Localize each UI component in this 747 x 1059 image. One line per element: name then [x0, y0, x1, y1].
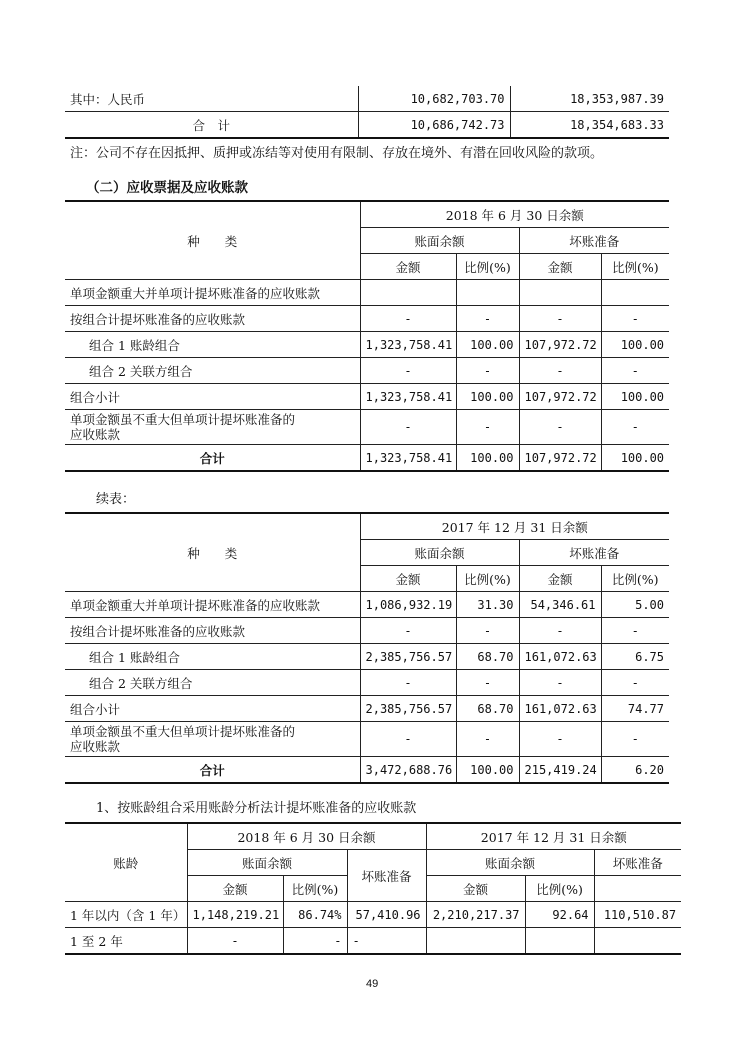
table-row: [65, 410, 669, 445]
ratio-header: 比例(%): [601, 566, 669, 592]
amount-cell: -: [519, 670, 601, 696]
subsection-title: 1、按账龄组合采用账龄分析法计提坏账准备的应收账款: [96, 801, 417, 816]
table-row: [65, 670, 669, 696]
row-label: 单项金额重大并单项计提坏账准备的应收账款: [65, 280, 360, 306]
ratio-cell: -: [456, 410, 519, 445]
row-label: 其中：人民币: [65, 86, 358, 112]
amount-cell: 3,472,688.76: [360, 757, 456, 784]
table-row: [65, 757, 669, 784]
row-label: 合 计: [65, 112, 358, 139]
amount-cell: 54,346.61: [519, 592, 601, 618]
amount-cell: -: [360, 722, 456, 757]
note-text: 注：公司不存在因抵押、质押或冻结等对使用有限制、存放在境外、有潜在回收风险的款项。: [70, 146, 604, 161]
amount-cell: 10,682,703.70: [358, 86, 510, 112]
row-label: 按组合计提坏账准备的应收账款: [65, 618, 360, 644]
amount-cell: 161,072.63: [519, 644, 601, 670]
ratio-cell: 68.70: [456, 644, 519, 670]
ratio-cell: 92.64: [525, 902, 594, 928]
amount-cell: 18,353,987.39: [510, 86, 669, 112]
row-label: 组合小计: [65, 696, 360, 722]
ratio-cell: -: [456, 618, 519, 644]
ratio-cell: -: [601, 306, 669, 332]
amount-cell: 215,419.24: [519, 757, 601, 784]
amount-cell: 10,686,742.73: [358, 112, 510, 139]
ratio-cell: -: [601, 358, 669, 384]
ratio-cell: -: [456, 306, 519, 332]
empty-cell: [594, 876, 681, 902]
ratio-cell: -: [601, 618, 669, 644]
ratio-cell: [525, 928, 594, 955]
ratio-cell: [456, 280, 519, 306]
amount-cell: 1,323,758.41: [360, 445, 456, 472]
ratio-cell: -: [601, 410, 669, 445]
row-label: 单项金额虽不重大但单项计提坏账准备的应收账款: [65, 722, 360, 757]
row-label: 单项金额重大并单项计提坏账准备的应收账款: [65, 592, 360, 618]
table-row: [65, 592, 669, 618]
table-row: [65, 618, 669, 644]
amount-header: 金额: [426, 876, 525, 902]
row-label: 按组合计提坏账准备的应收账款: [65, 306, 360, 332]
bad-debt-header: 坏账准备: [347, 850, 426, 902]
row-label: 1 至 2 年: [65, 928, 187, 955]
amount-cell: 107,972.72: [519, 332, 601, 358]
ratio-cell: -: [283, 928, 347, 955]
ratio-cell: [601, 280, 669, 306]
amount-cell: -: [360, 618, 456, 644]
amount-header: 金额: [519, 566, 601, 592]
row-label: 组合 2 关联方组合: [65, 670, 360, 696]
bad-debt-cell: -: [347, 928, 426, 955]
bad-debt-header: 坏账准备: [519, 228, 669, 254]
ratio-cell: 74.77: [601, 696, 669, 722]
bad-debt-cell: 110,510.87: [594, 902, 681, 928]
period-header: 2018 年 6 月 30 日余额: [187, 823, 426, 850]
ratio-cell: 100.00: [456, 384, 519, 410]
amount-header: 金额: [187, 876, 283, 902]
book-balance-header: 账面余额: [360, 228, 519, 254]
table-row: [65, 928, 681, 955]
amount-cell: -: [519, 722, 601, 757]
ratio-cell: 100.00: [601, 445, 669, 472]
amount-cell: -: [360, 358, 456, 384]
amount-cell: -: [360, 306, 456, 332]
book-balance-header: 账面余额: [426, 850, 594, 876]
period-header: 2017 年 12 月 31 日余额: [360, 513, 669, 540]
row-label: 组合 1 账龄组合: [65, 644, 360, 670]
amount-cell: [519, 280, 601, 306]
table-row: [65, 86, 669, 112]
table-row: [65, 306, 669, 332]
amount-header: 金额: [360, 566, 456, 592]
amount-cell: 107,972.72: [519, 384, 601, 410]
period-header: 2017 年 12 月 31 日余额: [426, 823, 681, 850]
table-row: [65, 696, 669, 722]
amount-cell: 1,323,758.41: [360, 332, 456, 358]
page-number: 49: [366, 978, 379, 990]
table-row: [65, 384, 669, 410]
amount-cell: 161,072.63: [519, 696, 601, 722]
ratio-cell: -: [456, 358, 519, 384]
row-label: 组合 1 账龄组合: [65, 332, 360, 358]
row-label: 合计: [65, 445, 360, 472]
ratio-cell: 100.00: [456, 757, 519, 784]
row-label: 1 年以内（含 1 年）: [65, 902, 187, 928]
period-header: 2018 年 6 月 30 日余额: [360, 201, 669, 228]
ratio-header: 比例(%): [456, 254, 519, 280]
amount-cell: 2,210,217.37: [426, 902, 525, 928]
receivables-table-2017: [65, 512, 669, 784]
ratio-cell: 6.75: [601, 644, 669, 670]
table-row: [65, 644, 669, 670]
book-balance-header: 账面余额: [187, 850, 347, 876]
continued-label: 续表：: [96, 492, 136, 507]
ratio-cell: -: [601, 722, 669, 757]
ratio-header: 比例(%): [525, 876, 594, 902]
amount-cell: 18,354,683.33: [510, 112, 669, 139]
table-row: [65, 280, 669, 306]
amount-cell: 107,972.72: [519, 445, 601, 472]
bad-debt-header: 坏账准备: [594, 850, 681, 876]
ratio-cell: 5.00: [601, 592, 669, 618]
amount-header: 金额: [360, 254, 456, 280]
ratio-header: 比例(%): [601, 254, 669, 280]
table-row: [65, 902, 681, 928]
bad-debt-header: 坏账准备: [519, 540, 669, 566]
amount-cell: -: [360, 670, 456, 696]
table-row: [65, 722, 669, 757]
amount-cell: -: [360, 410, 456, 445]
ratio-cell: 100.00: [601, 332, 669, 358]
amount-cell: 1,148,219.21: [187, 902, 283, 928]
amount-cell: 1,323,758.41: [360, 384, 456, 410]
bad-debt-cell: 57,410.96: [347, 902, 426, 928]
table-row: [65, 332, 669, 358]
amount-cell: -: [519, 618, 601, 644]
ratio-header: 比例(%): [456, 566, 519, 592]
amount-cell: 2,385,756.57: [360, 644, 456, 670]
row-label: 单项金额虽不重大但单项计提坏账准备的应收账款: [65, 410, 360, 445]
ratio-cell: 100.00: [456, 445, 519, 472]
amount-cell: -: [187, 928, 283, 955]
amount-cell: -: [519, 306, 601, 332]
ratio-cell: 68.70: [456, 696, 519, 722]
amount-cell: 2,385,756.57: [360, 696, 456, 722]
amount-cell: [426, 928, 525, 955]
ratio-cell: -: [456, 670, 519, 696]
ratio-cell: 86.74%: [283, 902, 347, 928]
ratio-cell: 100.00: [601, 384, 669, 410]
amount-cell: [360, 280, 456, 306]
ratio-cell: -: [456, 722, 519, 757]
ratio-cell: 6.20: [601, 757, 669, 784]
ratio-cell: -: [601, 670, 669, 696]
row-label: 组合 2 关联方组合: [65, 358, 360, 384]
ratio-cell: 31.30: [456, 592, 519, 618]
table-row: [65, 112, 669, 139]
top-balance-table: [65, 86, 669, 139]
amount-header: 金额: [519, 254, 601, 280]
amount-cell: -: [519, 410, 601, 445]
bad-debt-cell: [594, 928, 681, 955]
amount-cell: 1,086,932.19: [360, 592, 456, 618]
row-label: 合计: [65, 757, 360, 784]
receivables-table-2018: [65, 200, 669, 472]
section-title: （二）应收票据及应收账款: [86, 180, 248, 196]
row-label: 组合小计: [65, 384, 360, 410]
ratio-cell: 100.00: [456, 332, 519, 358]
age-header: 账龄: [65, 823, 187, 902]
amount-cell: -: [519, 358, 601, 384]
kind-header: 种 类: [65, 201, 360, 280]
table-row: [65, 445, 669, 472]
table-row: [65, 358, 669, 384]
ratio-header: 比例(%): [283, 876, 347, 902]
book-balance-header: 账面余额: [360, 540, 519, 566]
aging-table: [65, 822, 681, 955]
kind-header: 种 类: [65, 513, 360, 592]
